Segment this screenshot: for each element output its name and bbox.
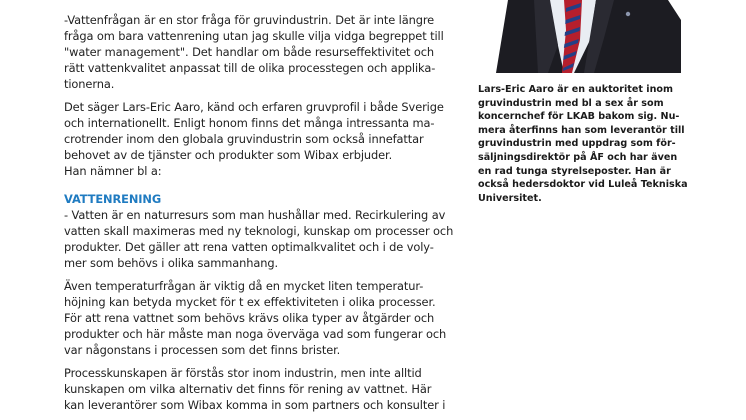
text-line: fråga om bara vattenrening utan jag skulle vilja vidga begreppet till (64, 29, 444, 43)
article-body (64, 12, 460, 420)
process-knowledge-paragraph (64, 365, 460, 413)
caption-line: Lars-Eric Aaro är en auktoritet inom (478, 84, 673, 95)
text-line: kan leverantörer som Wibax komma in som partners och konsulter i (64, 398, 446, 412)
text-line: -Vattenfrågan är en stor fråga för gruvindustrin. Det är inte längre (64, 13, 435, 27)
caption-line: säljningsdirektör på ÅF och har även (478, 151, 678, 163)
text-line: och internationellt. Enligt honom finns det många intressanta ma- (64, 116, 435, 130)
caption-line: en rad tunga styrelseposter. Han är (478, 165, 671, 177)
portrait-illustration (478, 0, 681, 73)
water-resource-paragraph (64, 207, 460, 271)
attribution-paragraph (64, 99, 460, 179)
portrait-photo (478, 0, 681, 73)
lapel-pin (626, 12, 630, 16)
text-line: crotrender inom den globala gruvindustrin som också innefattar (64, 132, 424, 146)
text-line: tionerna. (64, 77, 115, 91)
text-line: behovet av de tjänster och produkter som Wibax erbjuder. (64, 148, 393, 162)
text-line: "water management". Det handlar om både resurseffektivitet och (64, 45, 435, 59)
text-line: var någonstans i processen som det finns brister. (64, 343, 341, 357)
text-line: Processkunskapen är förstås stor inom industrin, men inte alltid (64, 366, 422, 380)
photo-caption (478, 83, 688, 205)
text-line: mer som behövs i olika sammanhang. (64, 256, 279, 270)
text-line: - Vatten är en naturresurs som man hushållar med. Recirkulering av (64, 208, 446, 222)
intro-paragraph (64, 12, 460, 92)
text-line: För att rena vattnet som behövs krävs olika typer av åtgärder och (64, 311, 435, 325)
section-heading: VATTENRENING (64, 192, 162, 206)
text-line: vatten skall maximeras med ny teknologi, kunskap om processer och (64, 224, 454, 238)
temperature-paragraph (64, 278, 460, 358)
text-line: produkter och här måste man noga överväga vad som fungerar och (64, 327, 447, 341)
caption-line: koncernchef för LKAB bakom sig. Nu- (478, 111, 680, 123)
caption-line: gruvindustrin med bl a sex år som (478, 97, 664, 109)
caption-line: mera återfinns han som leverantör till (478, 124, 685, 136)
text-line: höjning kan betyda mycket för t ex effektiviteten i olika processer. (64, 295, 436, 309)
caption-line: också hedersdoktor vid Luleå Tekniska (478, 179, 688, 191)
caption-line: Universitet. (478, 192, 542, 204)
text-line: produkter. Det gäller att rena vatten optimalkvalitet och i de voly- (64, 240, 434, 254)
text-line: kunskapen om vilka alternativ det finns för rening av vattnet. Här (64, 382, 432, 396)
text-line: Han nämner bl a: (64, 164, 162, 178)
text-line: Även temperaturfrågan är viktig då en mycket liten temperatur- (64, 279, 424, 293)
text-line: Det säger Lars-Eric Aaro, känd och erfaren gruvprofil i både Sverige (64, 100, 444, 114)
text-line: rätt vattenkvalitet anpassat till de olika processtegen och applika- (64, 61, 436, 75)
caption-line: gruvindustrin med uppdrag som för- (478, 138, 676, 150)
